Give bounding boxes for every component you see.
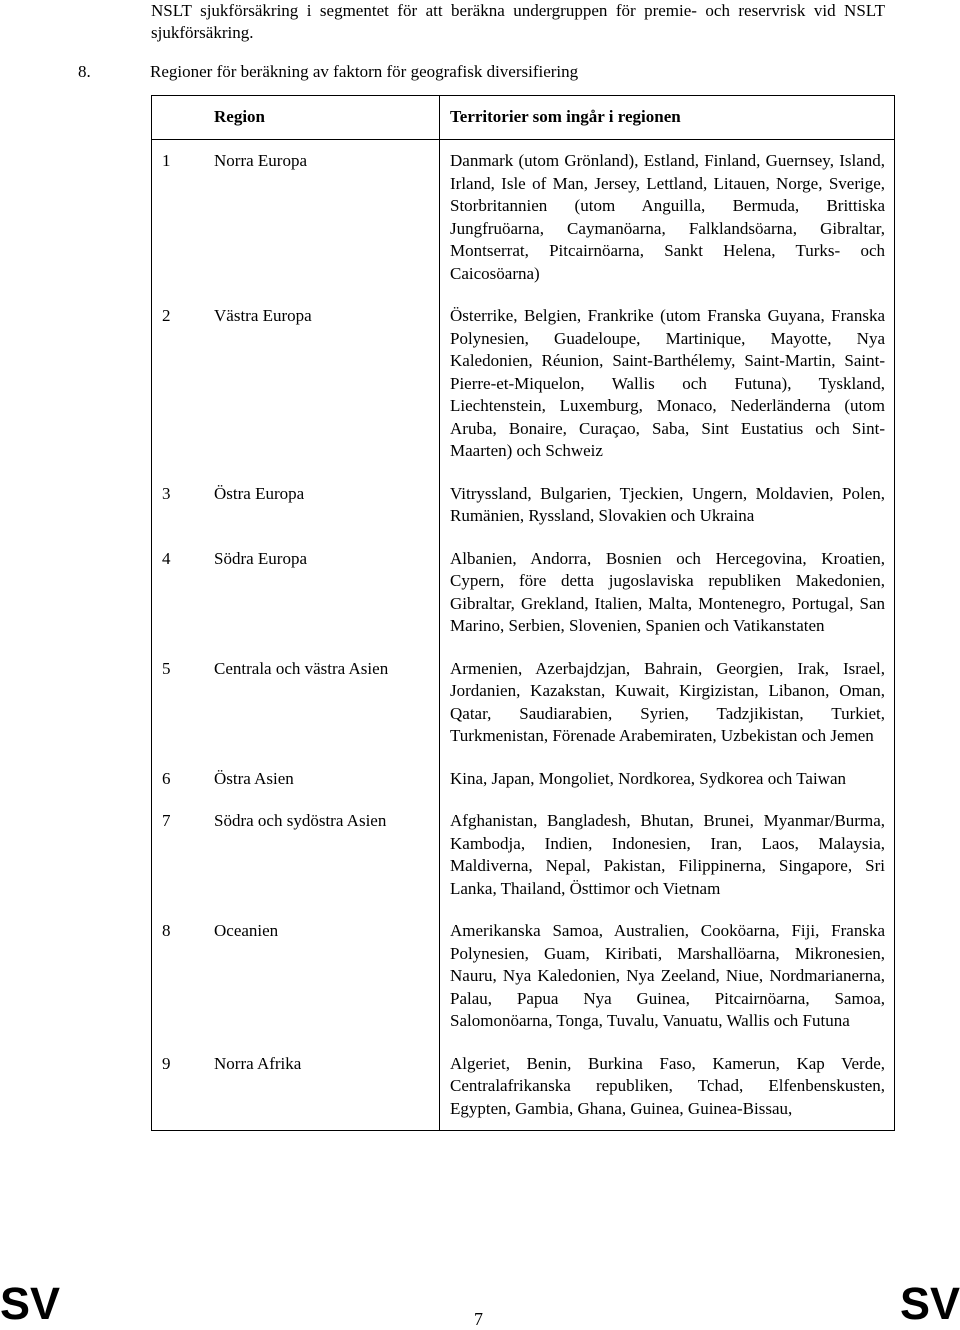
region-cell (152, 140, 440, 296)
table-row (152, 648, 895, 758)
territories-cell: Algeriet, Benin, Burkina Faso, Kamerun, Kap Verde, Centralafrikanska republiken, Tchad, Elfenbenskusten, Egypten, Gambia, Ghana, Guinea, Guinea-Bissau, (440, 1043, 895, 1131)
territories-cell: Amerikanska Samoa, Australien, Cooköarna, Fiji, Franska Polynesien, Guam, Kiribati, Marshallöarna, Mikronesien, Nauru, Nya Kaledonien, Nya Zeeland, Niue, Nordmarianerna, Palau, Papua Nya Guinea, Pitcairnöarna, Samoa, Salomonöarna, Tonga, Tuvalu, Vanuatu, Wallis och Futuna (440, 910, 895, 1043)
table-row (152, 1043, 895, 1131)
section-title: Regioner för beräkning av faktorn för geografisk diversifiering (150, 62, 579, 81)
footer-language-right: SV (899, 1278, 960, 1329)
region-number: 7 (162, 811, 171, 830)
region-name: Södra Europa (214, 548, 308, 568)
table-row (152, 910, 895, 1043)
region-name: Västra Europa (214, 306, 312, 325)
region-name: Östra Asien (214, 768, 294, 788)
territories-cell: Österrike, Belgien, Frankrike (utom Franska Guyana, Franska Polynesien, Guadeloupe, Martinique, Mayotte, Nya Kaledonien, Réunion, Saint-Barthélemy, Saint-Martin, Saint-Pierre-et-Miquelon, Wallis och Futuna), Tyskland, Liechtenstein, Luxemburg, Monaco, Nederländerna (utom Aruba, Bonaire, Curaçao, Saba, Sint Eustatius och Sint-Maarten) och Schweiz (440, 295, 895, 473)
region-name: Oceanien (214, 921, 279, 940)
region-cell (152, 473, 440, 538)
region-number: 2 (162, 306, 171, 325)
territories-cell: Armenien, Azerbajdzjan, Bahrain, Georgien, Irak, Israel, Jordanien, Kazakstan, Kuwait, Kirgizistan, Libanon, Oman, Qatar, Saudiarabien, Syrien, Tadzjikistan, Turkiet, Turkmenistan, Förenade Arabemiraten, Uzbekistan och Jemen (440, 648, 895, 758)
region-name: Södra och sydöstra Asien (214, 811, 387, 830)
header-region: Region (152, 96, 440, 140)
header-territories: Territorier som ingår i regionen (440, 96, 895, 140)
region-cell (152, 910, 440, 1043)
region-number: 8 (162, 921, 171, 940)
region-number: 6 (162, 768, 171, 788)
region-number: 9 (162, 1053, 171, 1073)
region-cell (152, 1043, 440, 1131)
region-name: Norra Europa (214, 151, 307, 170)
table-row (152, 758, 895, 801)
table-row (152, 295, 895, 473)
region-cell (152, 758, 440, 801)
region-name: Östra Europa (214, 483, 305, 503)
region-name: Norra Afrika (214, 1053, 302, 1073)
region-cell (152, 648, 440, 758)
region-cell (152, 538, 440, 648)
territories-cell: Afghanistan, Bangladesh, Bhutan, Brunei, Myanmar/Burma, Kambodja, Indien, Indonesien, Iran, Laos, Malaysia, Maldiverna, Nepal, Pakistan, Filippinerna, Singapore, Sri Lanka, Thailand, Östtimor och Vietnam (440, 800, 895, 910)
region-number: 1 (162, 151, 171, 170)
regions-table (151, 95, 895, 1131)
intro-paragraph: NSLT sjukförsäkring i segmentet för att beräkna undergruppen för premie- och reservrisk vid NSLT sjukförsäkring. (151, 1, 885, 42)
region-number: 4 (162, 548, 171, 568)
footer-language-left: SV (0, 1278, 61, 1329)
section-heading (78, 61, 578, 83)
region-cell (152, 800, 440, 910)
territories-cell: Danmark (utom Grönland), Estland, Finland, Guernsey, Island, Irland, Isle of Man, Jersey, Lettland, Litauen, Norge, Sverige, Storbritannien (utom Anguilla, Bermuda, Brittiska Jungfruöarna, Caymanöarna, Falklandsöarna, Gibraltar, Montserrat, Pitcairnöarna, Sankt Helena, Turks- och Caicosöarna) (440, 140, 895, 296)
territories-cell: Albanien, Andorra, Bosnien och Hercegovina, Kroatien, Cypern, före detta jugoslaviska republiken Makedonien, Gibraltar, Grekland, Italien, Malta, Montenegro, Portugal, San Marino, Serbien, Slovenien, Spanien och Vatikanstaten (440, 538, 895, 648)
territories-cell: Vitryssland, Bulgarien, Tjeckien, Ungern, Moldavien, Polen, Rumänien, Ryssland, Slovakien och Ukraina (440, 473, 895, 538)
region-number: 3 (162, 483, 171, 503)
territories-cell: Kina, Japan, Mongoliet, Nordkorea, Sydkorea och Taiwan (440, 758, 895, 801)
table-row (152, 800, 895, 910)
region-cell (152, 295, 440, 473)
region-number: 5 (162, 658, 171, 678)
table-row (152, 473, 895, 538)
section-number: 8. (78, 62, 91, 81)
table-row (152, 538, 895, 648)
page-number: 7 (474, 1309, 483, 1329)
table-header-row (152, 96, 895, 140)
region-name: Centrala och västra Asien (214, 658, 389, 678)
table-row (152, 140, 895, 296)
